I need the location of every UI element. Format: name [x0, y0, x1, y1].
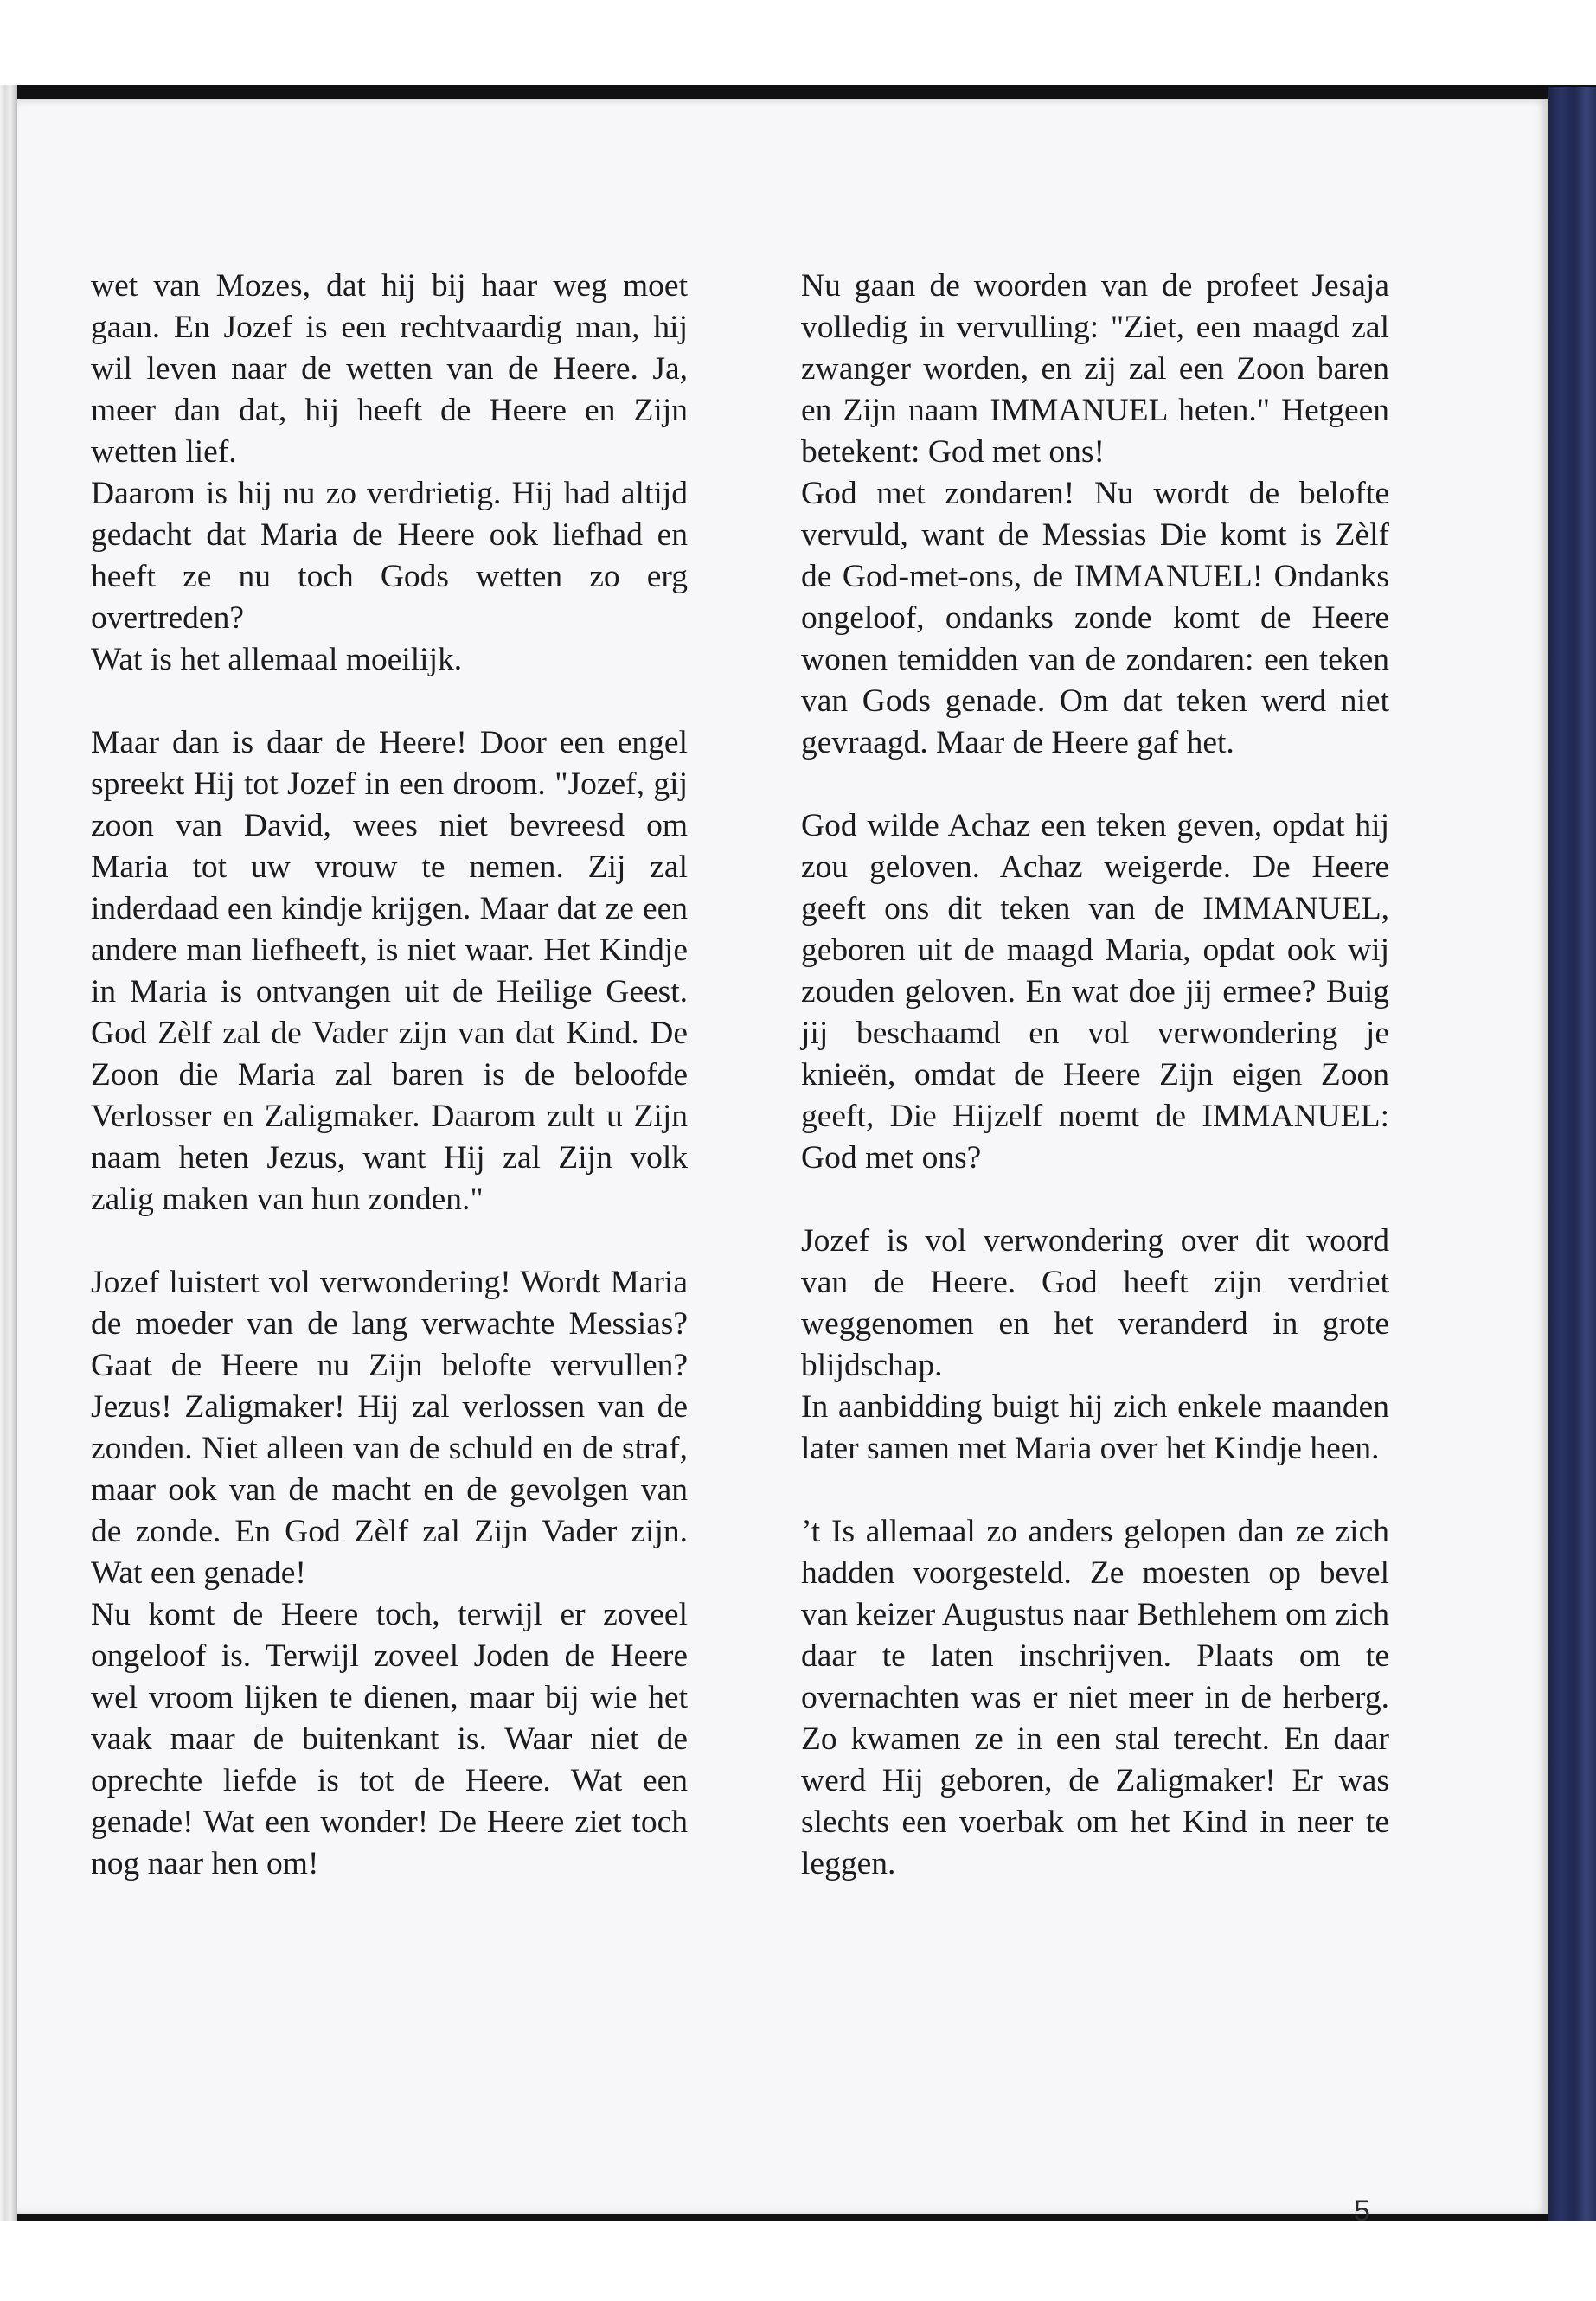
paragraph: [801, 1511, 1389, 1885]
book-page: [17, 99, 1548, 2227]
paragraph: [91, 1262, 688, 1885]
book-cover-edge: [1548, 87, 1596, 2223]
text-line: God met zondaren! Nu wordt de belofte vervuld, want de Messias Die komt is Zèlf de God-met-ons, de IMMANUEL! Ondanks ongeloof, ondanks zonde komt de Heere wonen temidden van de zondaren: een teken van Gods genade. Om dat teken werd niet gevraagd. Maar de Heere gaf het.: [801, 476, 1389, 760]
text-line: Wat is het allemaal moeilijk.: [91, 642, 463, 677]
scan-bottom-margin: [0, 2221, 1596, 2301]
left-text-column: [91, 266, 688, 1885]
text-line: ’t Is allemaal zo anders gelopen dan ze zich hadden voorgesteld. Ze moesten op bevel van keizer Augustus naar Bethlehem om zich daar te laten inschrijven. Plaats om te overnachten was er niet meer in de herberg. Zo kwamen ze in een stal terecht. En daar werd Hij geboren, de Zaligmaker! Er was slechts een voerbak om het Kind in neer te leggen.: [801, 1514, 1389, 1881]
binding-edge: [0, 85, 17, 2221]
text-line: Maar dan is daar de Heere! Door een engel spreekt Hij tot Jozef in een droom. "Jozef, gij zoon van David, wees niet bevreesd om Maria tot uw vrouw te nemen. Zij zal inderdaad een kindje krijgen. Maar dat ze een andere man liefheeft, is niet waar. Het Kindje in Maria is ontvangen uit de Heilige Geest. God Zèlf zal de Vader zijn van dat Kind. De Zoon die Maria zal baren is de beloofde Verlosser en Zaligmaker. Daarom zult u Zijn naam heten Jezus, want Hij zal Zijn volk zalig maken van hun zonden.": [91, 725, 688, 1217]
scan-top-margin: [0, 0, 1596, 85]
text-line: God wilde Achaz een teken geven, opdat hij zou geloven. Achaz weigerde. De Heere geeft ons dit teken van de IMMANUEL, geboren uit de maagd Maria, opdat ook wij zouden geloven. En wat doe jij ermee? Buig jij beschaamd en vol verwondering je knieën, omdat de Heere Zijn eigen Zoon geeft, Die Hijzelf noemt de IMMANUEL: God met ons?: [801, 808, 1389, 1176]
paragraph: [801, 1221, 1389, 1470]
paragraph: [801, 266, 1389, 764]
paragraph: [801, 805, 1389, 1179]
right-text-column: [801, 266, 1389, 1885]
paragraph: [91, 722, 688, 1221]
text-line: Nu komt de Heere toch, terwijl er zoveel ongeloof is. Terwijl zoveel Joden de Heere wel vroom lijken te dienen, maar bij wie het vaak maar de buitenkant is. Waar niet de oprechte liefde is tot de Heere. Wat een genade! Wat een wonder! De Heere ziet toch nog naar hen om!: [91, 1597, 688, 1881]
text-line: Jozef luistert vol verwondering! Wordt Maria de moeder van de lang verwachte Messias? Gaat de Heere nu Zijn belofte vervullen? Jezus! Zaligmaker! Hij zal verlossen van de zonden. Niet alleen van de schuld en de straf, maar ook van de macht en de gevolgen van de zonde. En God Zèlf zal Zijn Vader zijn. Wat een genade!: [91, 1265, 688, 1591]
text-line: Jozef is vol verwondering over dit woord van de Heere. God heeft zijn verdriet weggenomen en het veranderd in grote blijdschap.: [801, 1223, 1389, 1383]
text-line: wet van Mozes, dat hij bij haar weg moet gaan. En Jozef is een rechtvaardig man, hij wil leven naar de wetten van de Heere. Ja, meer dan dat, hij heeft de Heere en Zijn wetten lief.: [91, 268, 688, 470]
text-line: In aanbidding buigt hij zich enkele maanden later samen met Maria over het Kindje heen.: [801, 1389, 1389, 1466]
text-line: Daarom is hij nu zo verdrietig. Hij had altijd gedacht dat Maria de Heere ook liefhad en heeft ze nu toch Gods wetten zo erg overtreden?: [91, 476, 688, 636]
text-line: Nu gaan de woorden van de profeet Jesaja volledig in vervulling: "Ziet, een maagd zal zwanger worden, en zij zal een Zoon baren en Zijn naam IMMANUEL heten." Hetgeen betekent: God met ons!: [801, 268, 1389, 470]
page-number: 5: [1354, 2195, 1370, 2227]
paragraph: [91, 266, 688, 681]
